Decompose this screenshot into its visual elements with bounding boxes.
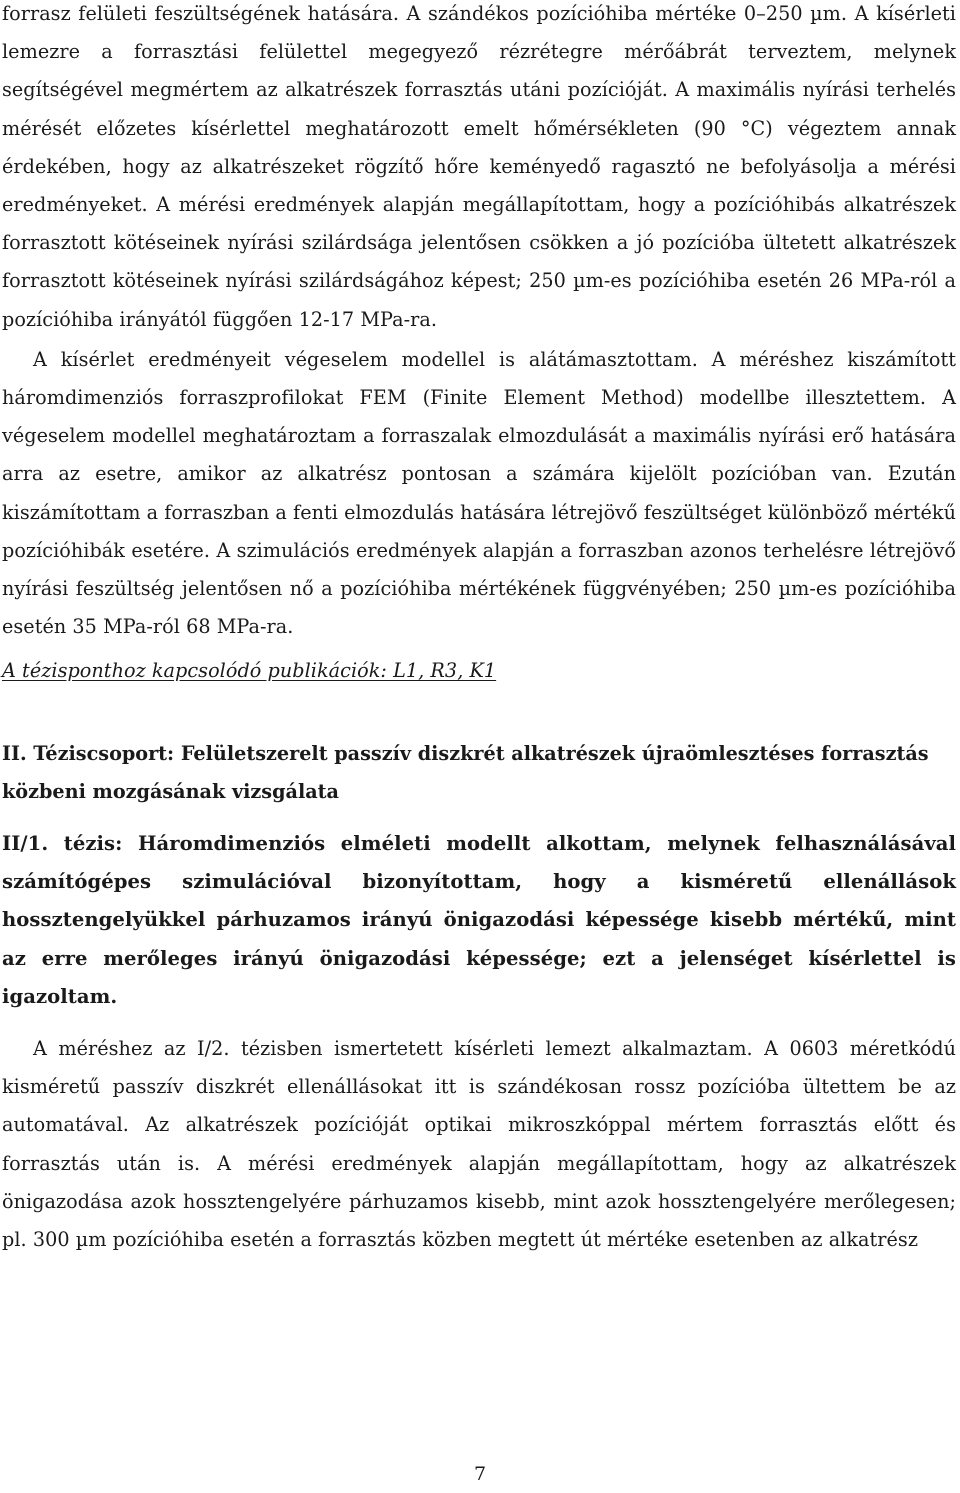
thesis-group-title: II. Téziscsoport: Felületszerelt passzív diszkrét alkatrészek újraömlesztéses forrasztás közbeni mozgásának vizsgálata (2, 741, 929, 803)
page-number: 7 (473, 1463, 487, 1485)
fem-model-paragraph: A kísérlet eredményeit végeselem modellel is alátámasztottam. A méréshez kiszámított háromdimenziós forraszprofilokat FEM (Finite Element Method) modellbe illesztettem. A végeselem modellel meghatároztam a forraszalak elmozdulását a maximális nyírási erő hatására arra az esetre, amikor az alkatrész pontosan a számára kijelölt pozícióban van. Ezután kiszámítottam a forraszban a fenti elmozdulás hatására létrejövő feszültséget különböző mértékű pozícióhibák esetére. A szimulációs eredmények alapján a forraszban azonos terhelésre létrejövő nyírási feszültség jelentősen nő a pozícióhiba mértékének függvényében; 250 µm-es pozícióhiba esetén 35 MPa-ról 68 MPa-ra. (2, 347, 956, 639)
intro-paragraph: forrasz felületi feszültségének hatására. A szándékos pozícióhiba mértéke 0–250 µm. A kísérleti lemezre a forrasztási felülettel megegyező rézrétegre mérőábrát terveztem, melynek segítségével megmértem az alkatrészek forrasztás utáni pozícióját. A maximális nyírási terhelés mérését előzetes kísérlettel meghatározott emelt hőmérsékleten (90 °C) végeztem annak érdekében, hogy az alkatrészeket rögzítő hőre keményedő ragasztó ne befolyásolja a mérési eredményeket. A mérési eredmények alapján megállapítottam, hogy a pozícióhibás alkatrészek forrasztott kötéseinek nyírási szilárdsága jelentősen csökken a jó pozícióba ültetett alkatrészek forrasztott kötéseinek nyírási szilárdságához képest; 250 µm-es pozícióhiba esetén 26 MPa-ról a pozícióhiba irányától függően 12-17 MPa-ra. (2, 2, 956, 331)
measurement-paragraph: A méréshez az I/2. tézisben ismertetett kísérleti lemezt alkalmaztam. A 0603 méretkódú kisméretű passzív diszkrét ellenállásokat itt is szándékosan rossz pozícióba ültettem be az automatával. Az alkatrészek pozícióját optikai mikroszkóppal mértem forrasztás előtt és forrasztás után is. A mérési eredmények alapján megállapítottam, hogy az alkatrészek önigazodása azok hossztengelyére párhuzamos kisebb, mint azok hossztengelyére merőlegesen; pl. 300 µm pozícióhiba esetén a forrasztás közben megtett út mértéke esetenben az alkatrész (2, 1037, 956, 1252)
related-publications: A tézisponthoz kapcsolódó publikációk: L1, R3, K1 (2, 659, 497, 683)
document-page (2, 0, 956, 1259)
thesis-statement: II/1. tézis: Háromdimenziós elméleti modellt alkottam, melynek felhasználásával számítógépes szimulációval bizonyítottam, hogy a kisméretű ellenállások hossztengelyükkel párhuzamos irányú önigazodási képessége kisebb mértékű, mint az erre merőleges irányú önigazodási képessége; ezt a jelenséget kísérlettel is igazoltam. (2, 832, 956, 1008)
